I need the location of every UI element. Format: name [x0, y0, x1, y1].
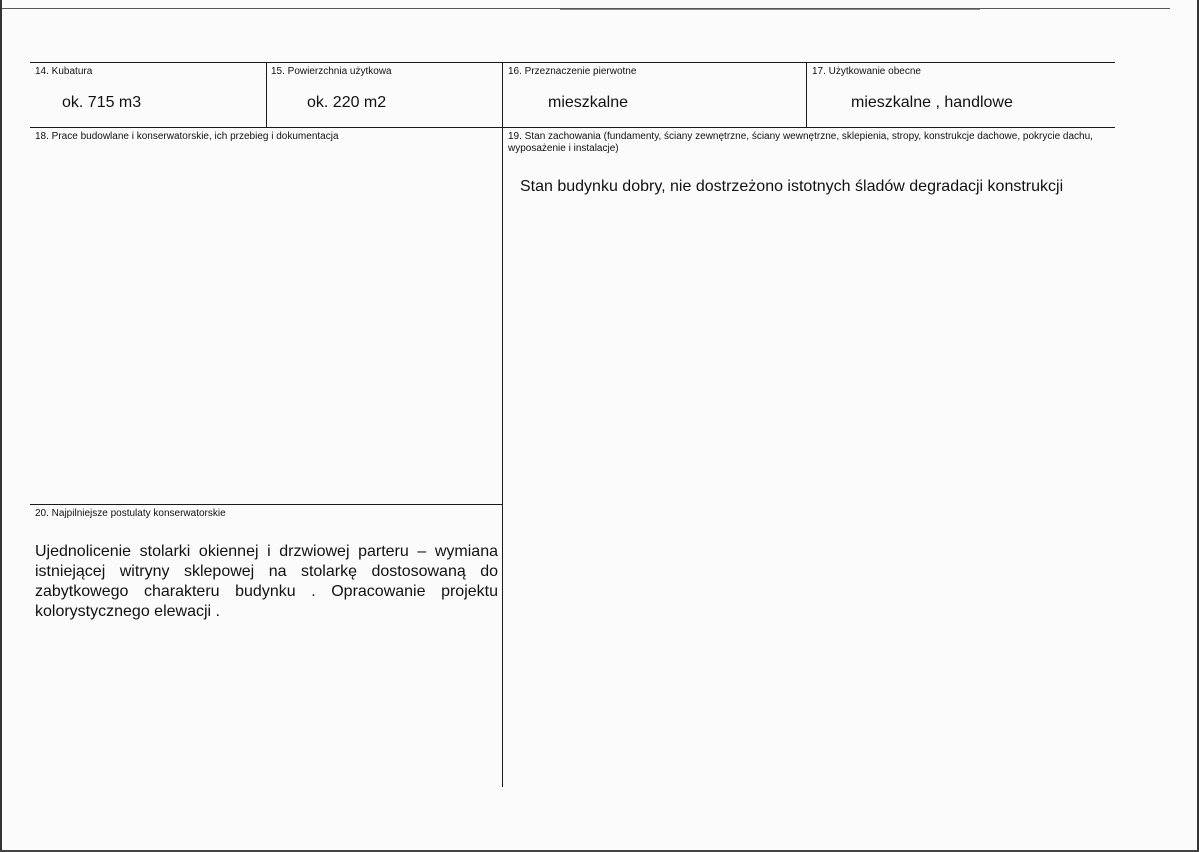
field-20-label: 20. Najpilniejsze postulaty konserwatorskie [35, 508, 226, 519]
scan-edge-top-shadow [560, 9, 980, 10]
grid-line-top [30, 62, 1115, 63]
grid-line-center [502, 62, 503, 787]
field-15-label: 15. Powierzchnia użytkowa [271, 66, 392, 77]
field-20-value: Ujednolicenie stolarki okiennej i drzwiowej parteru – wymiana istniejącej witryny sklepowej na stolarkę dostosowaną do zabytkowego charakteru budynku . Opracowanie projektu kolorystycznego elewacji . [35, 543, 498, 620]
field-17-label: 17. Użytkowanie obecne [812, 66, 921, 77]
field-15-value: ok. 220 m2 [307, 94, 387, 111]
field-18-label: 18. Prace budowlane i konserwatorskie, ich przebieg i dokumentacja [35, 131, 339, 142]
field-14-value: ok. 715 m3 [62, 94, 142, 111]
field-14-label: 14. Kubatura [35, 66, 93, 77]
field-17-value: mieszkalne , handlowe [851, 94, 1013, 111]
grid-line-field18-bottom [30, 504, 502, 505]
grid-line-col-17 [806, 62, 807, 127]
field-16-label: 16. Przeznaczenie pierwotne [508, 66, 637, 77]
grid-line-row1-bottom [30, 127, 1115, 128]
field-16-value: mieszkalne [548, 94, 629, 111]
field-19-value: Stan budynku dobry, nie dostrzeżono istotnych śladów degradacji konstrukcji [520, 178, 1064, 195]
scan-edge-left [0, 0, 2, 852]
grid-line-col-15 [266, 62, 267, 127]
field-19-label: 19. Stan zachowania (fundamenty, ściany zewnętrzne, ściany wewnętrzne, sklepienia, stropy, konstrukcje dachowe, pokrycie dachu, wyposażenie i instalacje) [508, 131, 1093, 154]
